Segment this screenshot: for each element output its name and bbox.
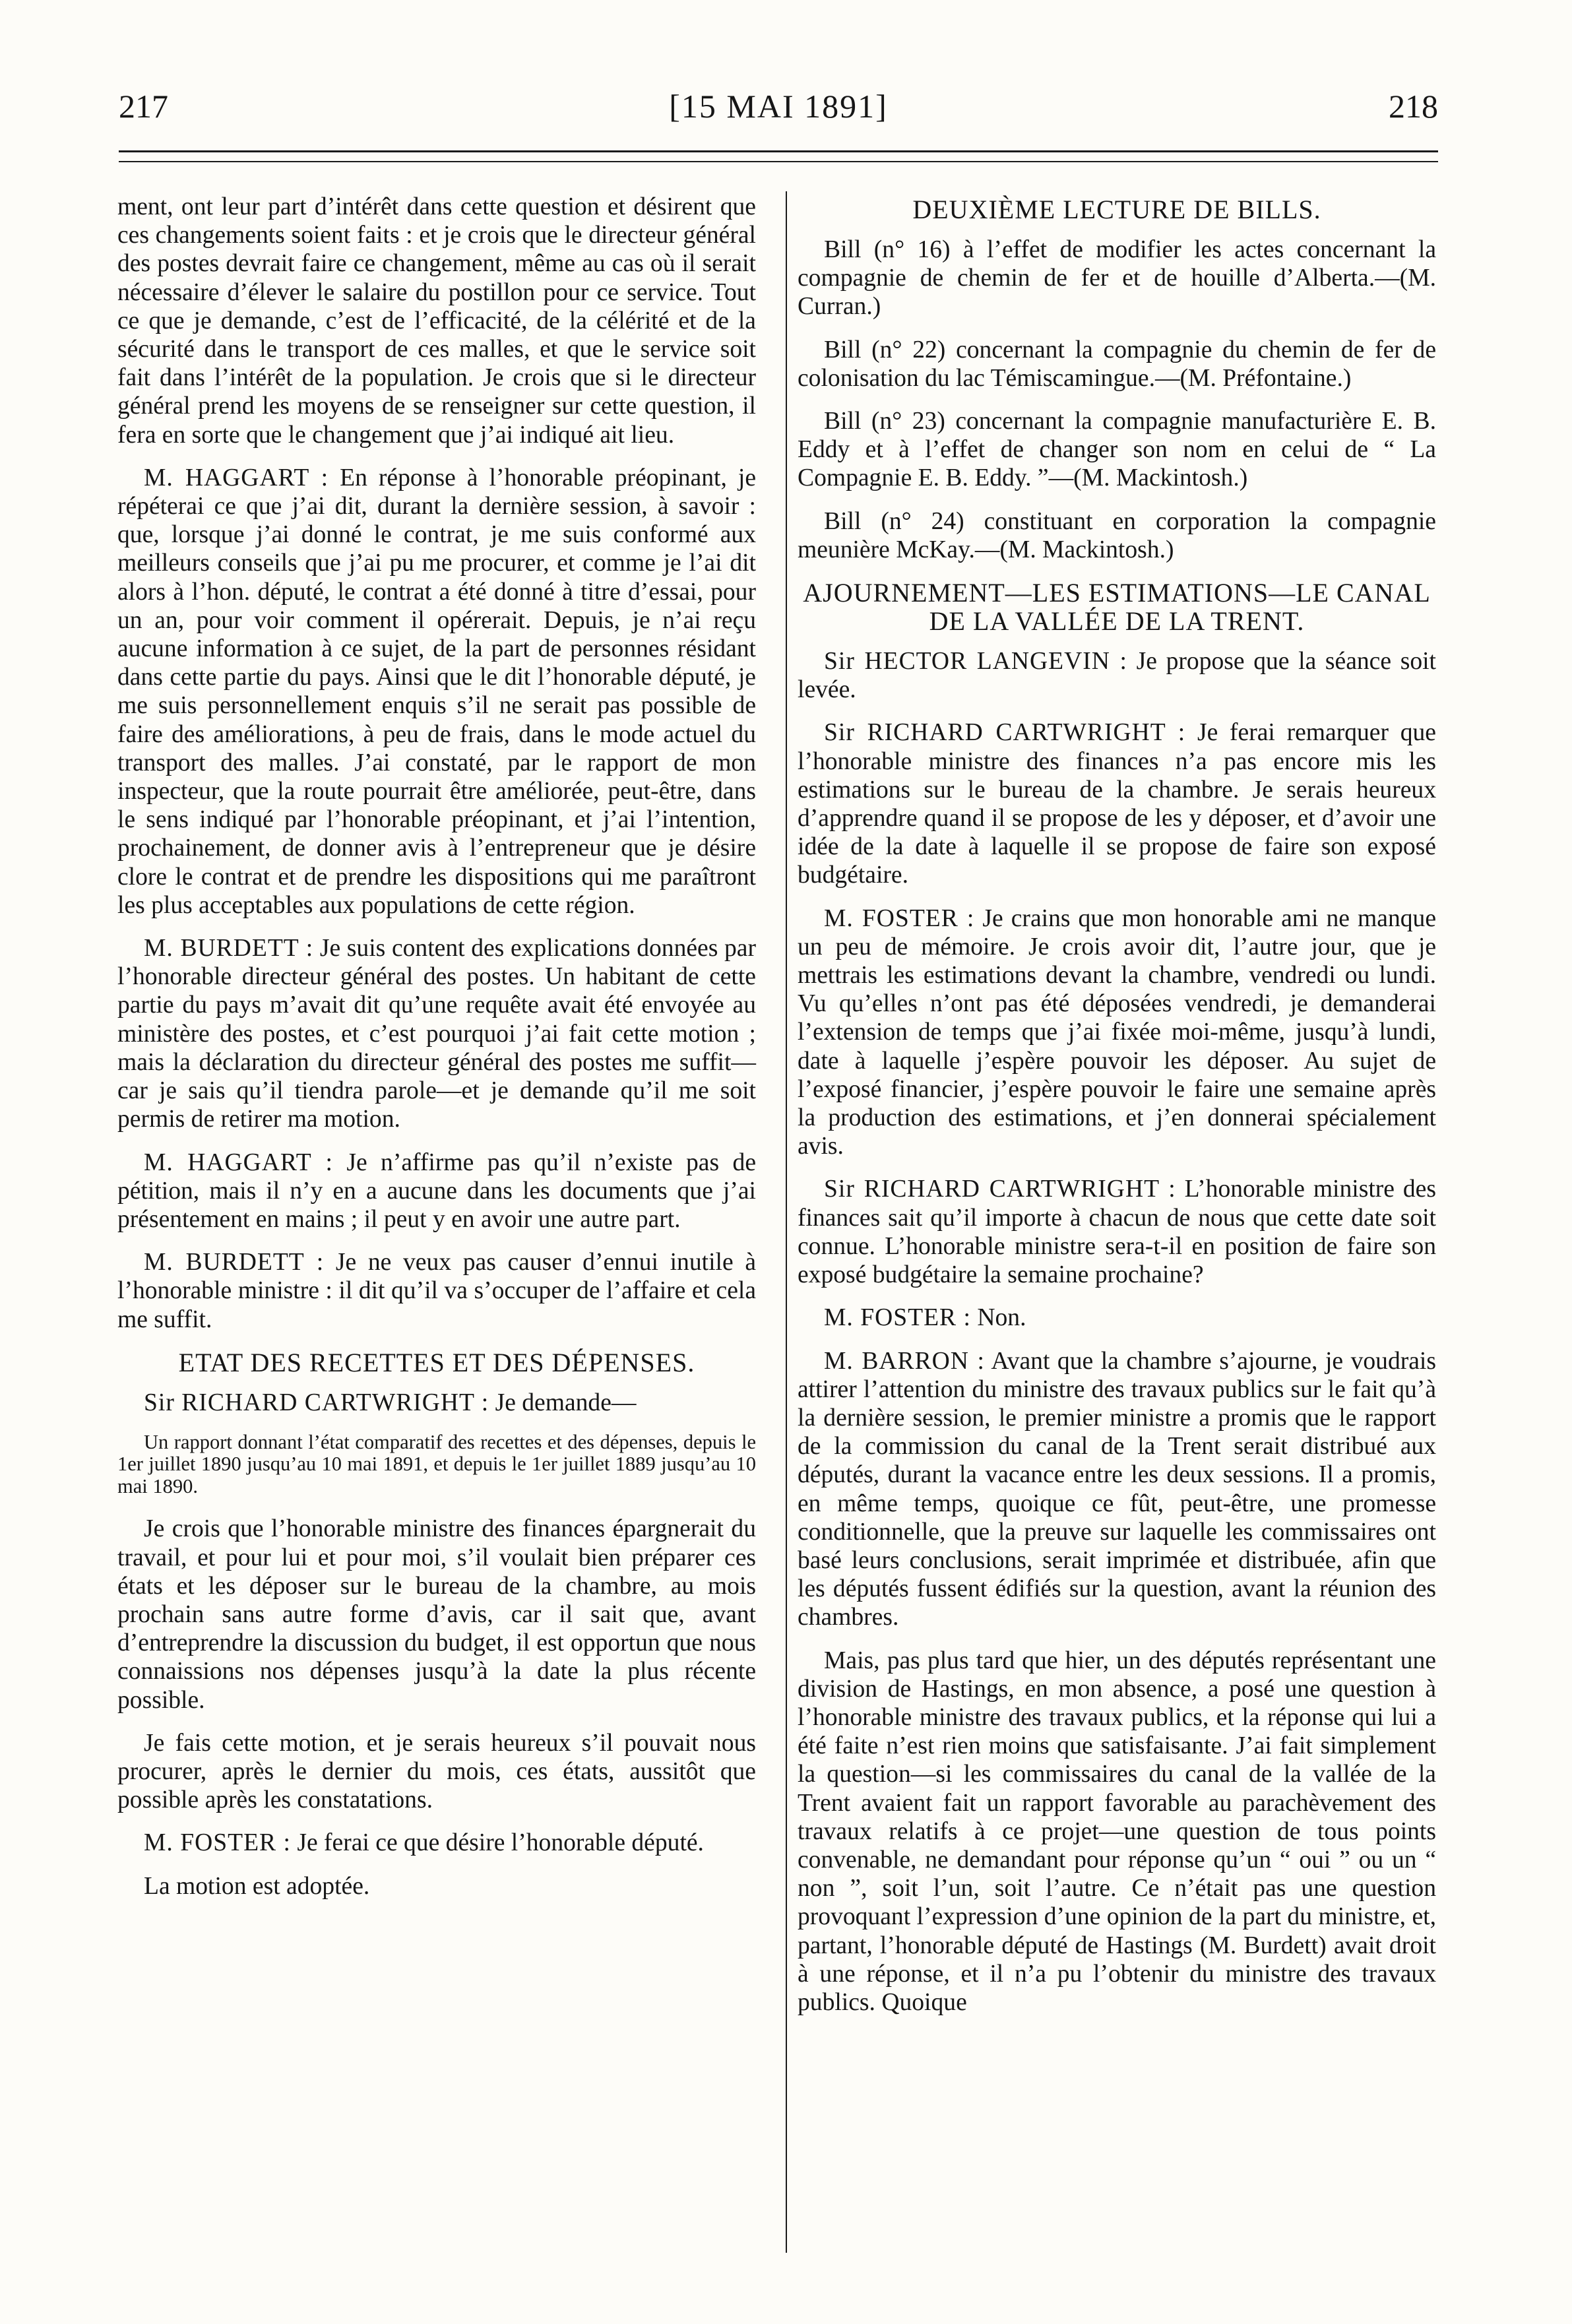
speaker: M. HAGGART : — [144, 464, 329, 491]
speaker: Sir RICHARD CARTWRIGHT : — [144, 1389, 489, 1416]
speech-text: Je n’affirme pas qu’il n’existe pas de pétition, mais il n’y en a aucune dans les documents que j’ai présentement en mains ; il peut y en avoir une autre part. — [117, 1148, 756, 1233]
section-heading: AJOURNEMENT—LES ESTIMATIONS—LE CANAL DE LA VALLÉE DE LA TRENT. — [803, 578, 1431, 637]
bill-entry: Bill (n° 22) concernant la compagnie du chemin de fer de colonisation du lac Témiscamingue.—(M. Préfontaine.) — [798, 336, 1436, 392]
speech — [798, 904, 1436, 1161]
speaker: Sir RICHARD CARTWRIGHT : — [824, 719, 1186, 747]
bill-entry: Bill (n° 23) concernant la compagnie manufacturière E. B. Eddy et à l’effet de changer son nom en celui de “ La Compagnie E. B. Eddy. ”—(M. Mackintosh.) — [798, 408, 1436, 492]
speech — [117, 1148, 756, 1234]
speaker: Sir HECTOR LANGEVIN : — [824, 648, 1127, 675]
paragraph: Je crois que l’honorable ministre des finances épargnerait du travail, et pour lui et pour moi, s’il voulait bien préparer ces états et les déposer sur le bureau de la chambre, au mois prochain sans autre forme d’avis, car il sait que, avant d’entreprendre la discussion du budget, il est opportun que nous connaissions nos dépenses jusqu’à la date la plus récente possible. — [117, 1515, 756, 1714]
paragraph: La motion est adoptée. — [144, 1872, 370, 1900]
speaker: M. FOSTER : — [144, 1829, 291, 1857]
speech-text: Je ne veux pas causer d’ennui inutile à l’honorable ministre : il dit qu’il va s’occuper de l’affaire et cela me suffit. — [117, 1249, 756, 1333]
speech — [798, 1303, 1436, 1332]
page-header — [119, 87, 1438, 133]
motion-text: Un rapport donnant l’état comparatif des recettes et des dépenses, depuis le 1er juillet 1890 jusqu’au 10 mai 1891, et depuis le 1er juillet 1889 jusqu’au 10 mai 1890. — [117, 1430, 756, 1497]
speech-text: Je crains que mon honorable ami ne manque un peu de mémoire. Je crois avoir dit, l’autre jour, que je mettrais les estimations devant la chambre, vendredi ou lundi. Vu qu’elles n’ont pas été déposées vendredi, je demanderai l’extension de temps que j’ai fixée moi-même, jusqu’à lundi, date à laquelle j’espère pouvoir les déposer. Au sujet de l’exposé financier, j’espère pouvoir le faire une semaine après la production des estimations, et j’en donnerai spécialement avis. — [798, 904, 1437, 1160]
speaker: M. FOSTER : — [824, 1304, 971, 1332]
speech — [117, 934, 756, 1133]
paragraph: Je fais cette motion, et je serais heureux s’il pouvait nous procurer, après le dernier du mois, ces états, aussitôt que possible après les constatations. — [117, 1729, 756, 1814]
speaker: M. HAGGART : — [144, 1148, 333, 1176]
speech-text: Avant que la chambre s’ajourne, je voudrais attirer l’attention du ministre des travaux publics sur le fait qu’à la dernière session, le premier ministre a promis que le rapport de la commission du canal de la Trent serait distribué aux députés, durant la vacance entre les deux sessions. Il a promis, en même temps, quoique ce fût, peut-être, une promesse conditionnelle, que la preuve sur laquelle les commissaires ont basé leurs conclusions, serait imprimée et distribuée, afin que les députés fussent édifiés sur la question, avant la réunion des chambres. — [798, 1347, 1436, 1631]
speech — [117, 1248, 756, 1334]
speech — [798, 1175, 1436, 1289]
speech-text: Je propose que la séance soit levée. — [798, 648, 1436, 704]
speech — [798, 718, 1436, 889]
speaker: M. BURDETT : — [144, 935, 314, 962]
section-heading: DEUXIÈME LECTURE DE BILLS. — [912, 195, 1321, 224]
speech — [798, 1347, 1436, 1632]
speech-text: Je suis content des explications données par l’honorable directeur général des postes. Un habitant de cette partie du pays m’avait dit qu’une requête avait été envoyée au ministère des postes, et c’est pourquoi j’ai fait cette motion ; mais la déclaration du directeur général des postes me suffit—car je sais qu’il tiendra parole—et je demande qu’il me soit permis de retirer ma motion. — [117, 935, 756, 1133]
page-number-left: 217 — [119, 88, 168, 125]
bill-entry: Bill (n° 24) constituant en corporation la compagnie meunière McKay.—(M. Mackintosh.) — [798, 507, 1436, 563]
speaker: Sir RICHARD CARTWRIGHT : — [824, 1176, 1176, 1203]
left-column — [117, 193, 756, 1915]
speech-text: L’honorable ministre des finances sait qu’il importe à chacun de nous que cette date soit connue. L’honorable ministre sera-t-il en position de faire son exposé budgétaire la semaine prochaine? — [798, 1176, 1436, 1289]
section-heading: ETAT DES RECETTES ET DES DÉPENSES. — [178, 1347, 695, 1377]
header-rule-thin — [119, 161, 1438, 162]
speaker: M. BURDETT : — [144, 1249, 325, 1276]
speech — [798, 647, 1436, 704]
paragraph — [117, 193, 756, 449]
header-rule-thick — [119, 150, 1438, 152]
right-column — [798, 193, 1436, 2031]
speech-text: Je ferai remarquer que l’honorable ministre des finances n’a pas encore mis les estimations sur le bureau de la chambre. Je serais heureux d’apprendre quand il se propose de les y déposer, et d’avoir une idée de la date à laquelle il se propose de faire son exposé budgétaire. — [798, 719, 1436, 889]
paragraph-text: ment, ont leur part d’intérêt dans cette question et désirent que ces changements soient faits : et je crois que le directeur général des postes devrait faire ce changement, même au cas où il serait nécessaire d’élever le salaire du postillon pour ce service. Tout ce que je demande, c’est de l’efficacité, de la célérité et de la sécurité dans le transport de ces malles, et que le service soit fait dans l’intérêt de la population. Je crois que si le directeur général prend les moyens de se renseigner sur cette question, il fera en sorte que le changement que j’ai indiqué ait lieu. — [117, 193, 756, 449]
speech — [117, 464, 756, 920]
paragraph: Mais, pas plus tard que hier, un des députés représentant une division de Hastings, en mon absence, a posé une question à l’honorable ministre des travaux publics, et la réponse qui lui a été faite n’est rien moins que satisfaisante. J’ai fait simplement la question—si les commissaires du canal de la vallée de la Trent avaient fait un rapport favorable au parachèvement des travaux relatifs à ce projet—une question de tous points convenable, ne demandant pour réponse qu’un “ oui ” ou un “ non ”, soit l’un, soit l’autre. Ce n’était pas une question provoquant l’expression d’une opinion de la part du ministre, et, partant, l’honorable député de Hastings (M. Burdett) avait droit à une réponse, et il n’a pu l’obtenir du ministre des travaux publics. Quoique — [798, 1647, 1436, 2016]
bill-entry: Bill (n° 16) à l’effet de modifier les actes concernant la compagnie de chemin de fer et de houille d’Alberta.—(M. Curran.) — [798, 236, 1436, 321]
speech — [117, 1829, 756, 1857]
header-date: [15 MAI 1891] — [669, 88, 888, 125]
speech-text: Je demande— — [489, 1389, 637, 1416]
speech-text: Je ferai ce que désire l’honorable député. — [290, 1829, 704, 1857]
speaker: M. FOSTER : — [824, 904, 975, 932]
speech-text: Non. — [970, 1304, 1026, 1332]
speech-text: En réponse à l’honorable préopinant, je répéterai ce que j’ai dit, durant la dernière session, à savoir : que, lorsque j’ai donné le contrat, je me suis conformé aux meilleurs conseils que j’ai pu me procurer, et comme je l’ai dit alors à l’hon. député, le contrat a été donné à titre d’essai, pour un an, pour voir comment il opérerait. Depuis, je n’ai reçu aucune information à ce sujet, de la part de personnes résidant dans cette partie du pays. Ainsi que le dit l’honorable député, je me suis personnellement enquis s’il ne serait pas possible de faire des améliorations, à peu de frais, dans le mode actuel du transport des malles. J’ai constaté, par le rapport de mon inspecteur, que la route pourrait être améliorée, peut-être, dans le sens indiqué par l’honorable préopinant, et j’ai l’intention, prochainement, de donner avis à l’entrepreneur que je désire clore le contrat et de prendre les dispositions qui me paraîtront les plus acceptables aux populations de cette région. — [117, 464, 757, 919]
speech — [117, 1389, 756, 1417]
speaker: M. BARRON : — [824, 1347, 985, 1375]
page-number-right: 218 — [1389, 88, 1438, 125]
column-divider — [786, 191, 787, 2253]
